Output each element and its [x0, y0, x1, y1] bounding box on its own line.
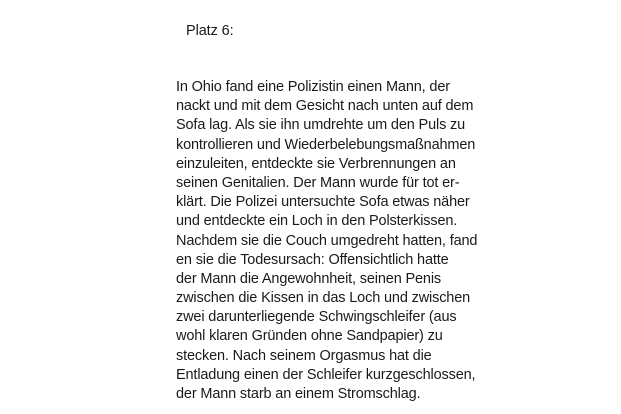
text-line: der Mann starb an einem Stromschlag.: [176, 386, 421, 402]
text-line: klärt. Die Polizei untersuchte Sofa etwas näher: [176, 194, 470, 211]
text-line: In Ohio fand eine Polizistin einen Mann, der: [176, 79, 450, 95]
story-paragraph: [176, 78, 536, 404]
text-line: und entdeckte ein Loch in den Polsterkissen.: [176, 213, 458, 230]
text-line: seinen Genitalien. Der Mann wurde für tot er-: [176, 174, 460, 191]
rank-heading: Platz 6:: [186, 23, 234, 39]
text-line: der Mann die Angewohnheit, seinen Penis: [176, 270, 442, 287]
text-line: zwischen die Kissen in das Loch und zwischen: [176, 290, 471, 307]
text-line: en sie die Todesursach: Offensichtlich hatte: [176, 251, 449, 268]
text-line: Sofa lag. Als sie ihn umdrehte um den Puls zu: [176, 117, 466, 134]
text-line: Entladung einen der Schleifer kurzgeschlossen,: [176, 366, 476, 383]
text-line: nackt und mit dem Gesicht nach unten auf dem: [176, 98, 474, 115]
text-line: stecken. Nach seinem Orgasmus hat die: [176, 347, 432, 364]
text-line: zwei darunterliegende Schwingschleifer (aus: [176, 309, 457, 326]
text-line: Nachdem sie die Couch umgedreht hatten, fand: [176, 232, 478, 249]
text-line: kontrollieren und Wiederbelebungsmaßnahmen: [176, 136, 476, 153]
text-line: einzuleiten, entdeckte sie Verbrennungen an: [176, 155, 456, 172]
text-line: wohl klaren Gründen ohne Sandpapier) zu: [176, 328, 443, 345]
